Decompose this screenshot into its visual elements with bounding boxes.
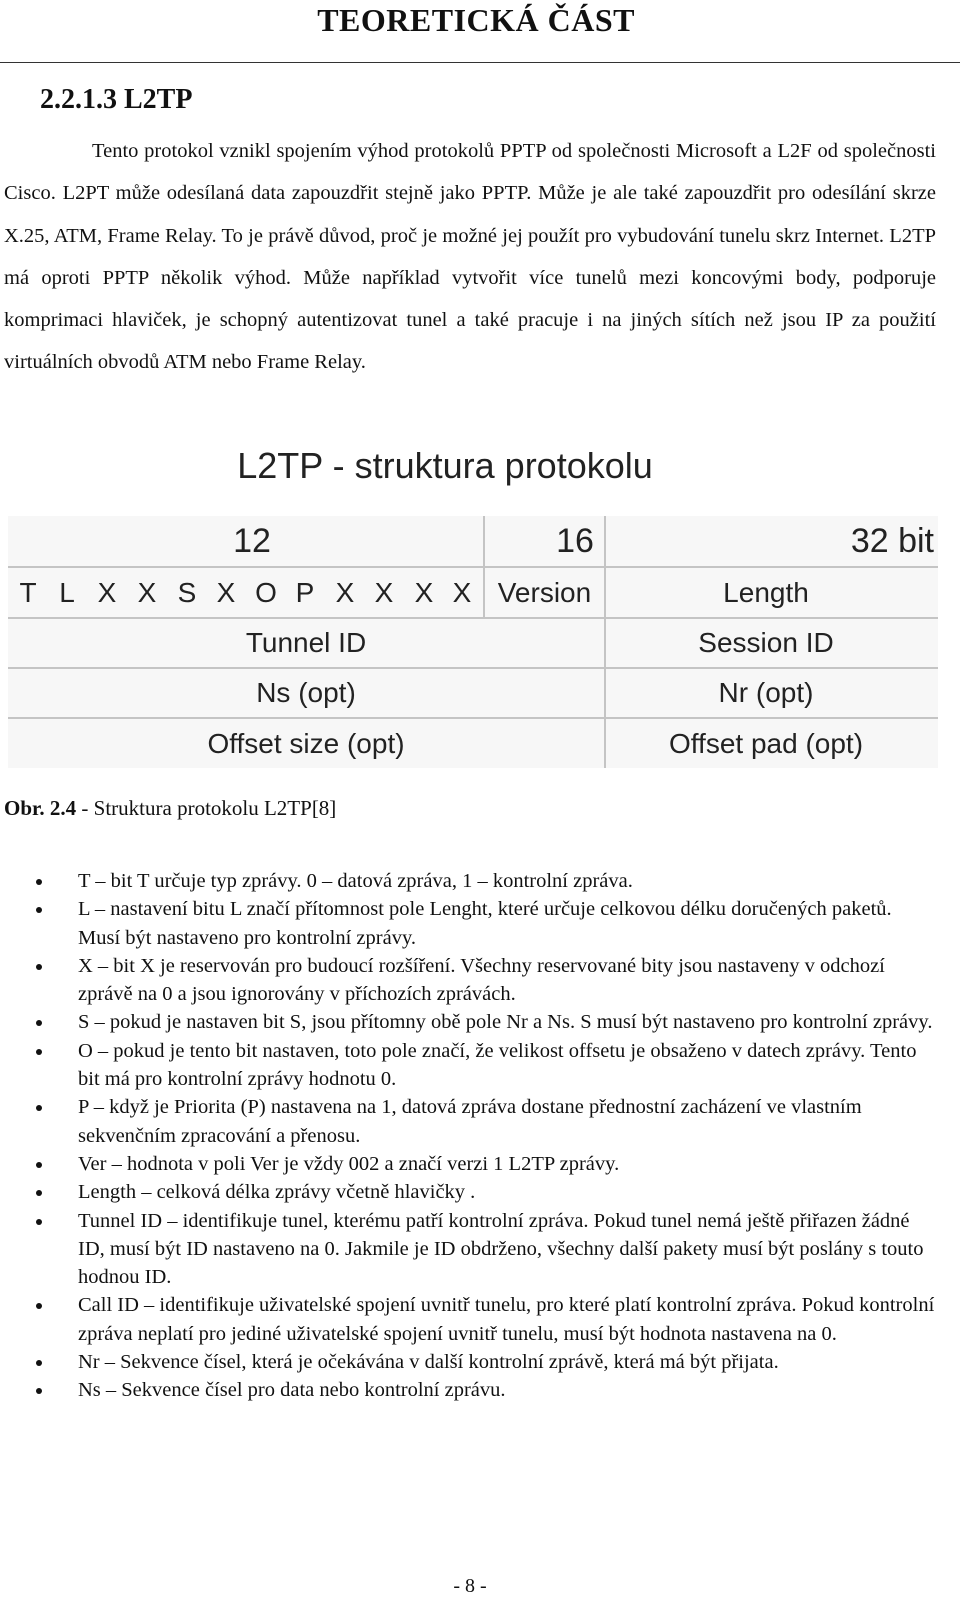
- bullet-icon: [36, 1190, 42, 1196]
- bit-flag-x: X: [97, 576, 117, 608]
- list-item: [36, 1037, 936, 1094]
- tunnel-id-field: Tunnel ID: [245, 627, 367, 658]
- page-header: [0, 0, 960, 63]
- list-item-text: S – pokud je nastaven bit S, jsou přítomny obě pole Nr a Ns. S musí být nastaveno pro kontrolní zprávy.: [78, 1011, 933, 1034]
- bullet-icon: [36, 907, 42, 913]
- bullet-icon: [36, 1388, 42, 1394]
- list-item: [36, 867, 936, 895]
- list-item-text: Ns – Sekvence čísel pro data nebo kontrolní zprávu.: [78, 1379, 506, 1402]
- bullet-icon: [36, 964, 42, 970]
- length-field: Length: [723, 576, 809, 608]
- page-number: - 8 -: [453, 1575, 487, 1597]
- list-item: [36, 895, 936, 952]
- list-item: [36, 952, 936, 1009]
- bit-flag-x: X: [374, 576, 394, 608]
- bullet-icon: [36, 1020, 42, 1026]
- list-item-text: O – pokud je tento bit nastaven, toto pole značí, že velikost offsetu je obsaženo v datech zprávy. Tento bit má pro kontrolní zprávy hodnotu 0.: [78, 1039, 917, 1091]
- figure-title: L2TP - struktura protokolu: [237, 445, 653, 486]
- list-item-text: T – bit T určuje typ zprávy. 0 – datová zpráva, 1 – kontrolní zpráva.: [78, 870, 633, 892]
- list-item: [36, 1150, 936, 1178]
- list-item-text: L – nastavení bitu L značí přítomnost pole Lenght, které určuje celkovou délku doručených paketů. Musí být nastaveno pro kontrolní zprávy.: [78, 898, 892, 949]
- list-item-text: P – když je Priorita (P) nastavena na 1, datová zpráva dostane přednostní zacházení ve vlastním sekvenčním zpracování a přenosu.: [78, 1096, 862, 1147]
- bit-flag-t: T: [19, 576, 37, 608]
- list-item: [36, 1348, 936, 1376]
- bit-flag-o: O: [255, 576, 277, 608]
- bullet-icon: [36, 1360, 42, 1366]
- bit-flag-p: P: [295, 576, 315, 608]
- bit-flag-x: X: [137, 576, 157, 608]
- list-item: [36, 1376, 936, 1404]
- nr-field: Nr (opt): [718, 677, 814, 708]
- list-item: [36, 1008, 936, 1036]
- list-item-text: Length – celková délka zprávy včetně hlavičky .: [78, 1181, 476, 1204]
- list-item-text: X – bit X je reservován pro budoucí rozšíření. Všechny reservované bity jsou nastaveny v odchozí zprávě na 0 a jsou ignorovány v příchozích zprávách.: [78, 954, 885, 1006]
- bit-scale-12: 12: [233, 521, 271, 560]
- caption-text: - Struktura protokolu L2TP[8]: [76, 796, 337, 820]
- offset-size-field: Offset size (opt): [207, 727, 405, 759]
- protocol-structure-figure: [8, 516, 938, 768]
- ns-field: Ns (opt): [256, 677, 356, 708]
- bullet-icon: [36, 879, 42, 885]
- version-field: Version: [497, 576, 592, 608]
- intro-paragraph: Tento protokol vznikl spojením výhod protokolů PPTP od společnosti Microsoft a L2F od společnosti Cisco. L2PT může odesílaná data zapouzdřit stejně jako PPTP. Může je ale také zapouzdřit pro odesílání skrze X.25, ATM, Frame Relay. To je právě důvod, proč je možné jej použít pro vybudování tunelu skrz Internet. L2TP má oproti PPTP několik výhod. Může například vytvořit více tunelů mezi koncovými body, podporuje komprimaci hlaviček, je schopný autentizovat tunel a také pracuje i na jiných sítích než jsou IP za použití virtuálních obvodů ATM nebo Frame Relay.: [4, 140, 936, 374]
- bit-flag-x: X: [452, 576, 472, 608]
- bit-flag-x: X: [414, 576, 434, 608]
- bit-scale-16: 16: [556, 521, 594, 560]
- bullet-icon: [36, 1105, 42, 1111]
- field-description-list: [36, 867, 936, 1405]
- bit-flag-x: X: [335, 576, 355, 608]
- list-item: [36, 1291, 936, 1348]
- list-item: [36, 1093, 936, 1150]
- header-title: TEORETICKÁ ČÁST: [317, 2, 635, 38]
- list-item-text: Ver – hodnota v poli Ver je vždy 002 a značí verzi 1 L2TP zprávy.: [78, 1152, 620, 1175]
- section-heading: 2.2.1.3 L2TP: [40, 84, 193, 115]
- figure-caption: [4, 796, 336, 821]
- list-item: [36, 1207, 936, 1292]
- bit-flag-s: S: [177, 576, 197, 608]
- offset-pad-field: Offset pad (opt): [668, 727, 864, 759]
- bullet-icon: [36, 1162, 42, 1168]
- session-id-field: Session ID: [698, 627, 834, 658]
- caption-label: Obr. 2.4: [4, 796, 77, 820]
- list-item: [36, 1178, 936, 1206]
- bit-flag-x: X: [216, 576, 236, 608]
- list-item-text: Tunnel ID – identifikuje tunel, kterému patří kontrolní zpráva. Pokud tunel nemá ještě přiřazen žádné ID, musí být ID nastaveno na 0. Jakmile je ID obdrženo, všechny další pakety musí být poslány s touto hodnou ID.: [78, 1209, 924, 1289]
- bit-flag-l: L: [59, 576, 75, 608]
- list-item-text: Nr – Sekvence čísel, která je očekávána v další kontrolní zprávě, která má být přijata.: [78, 1351, 779, 1374]
- bit-scale-32: 32 bit: [850, 521, 934, 560]
- bullet-icon: [36, 1049, 42, 1055]
- list-item-text: Call ID – identifikuje uživatelské spojení uvnitř tunelu, pro které platí kontrolní zpráva. Pokud kontrolní zpráva neplatí pro jediné uživatelské spojení uvnitř tunelu, musí být hodnota nastavena na 0.: [78, 1294, 935, 1345]
- bullet-icon: [36, 1303, 42, 1309]
- bullet-icon: [36, 1219, 42, 1225]
